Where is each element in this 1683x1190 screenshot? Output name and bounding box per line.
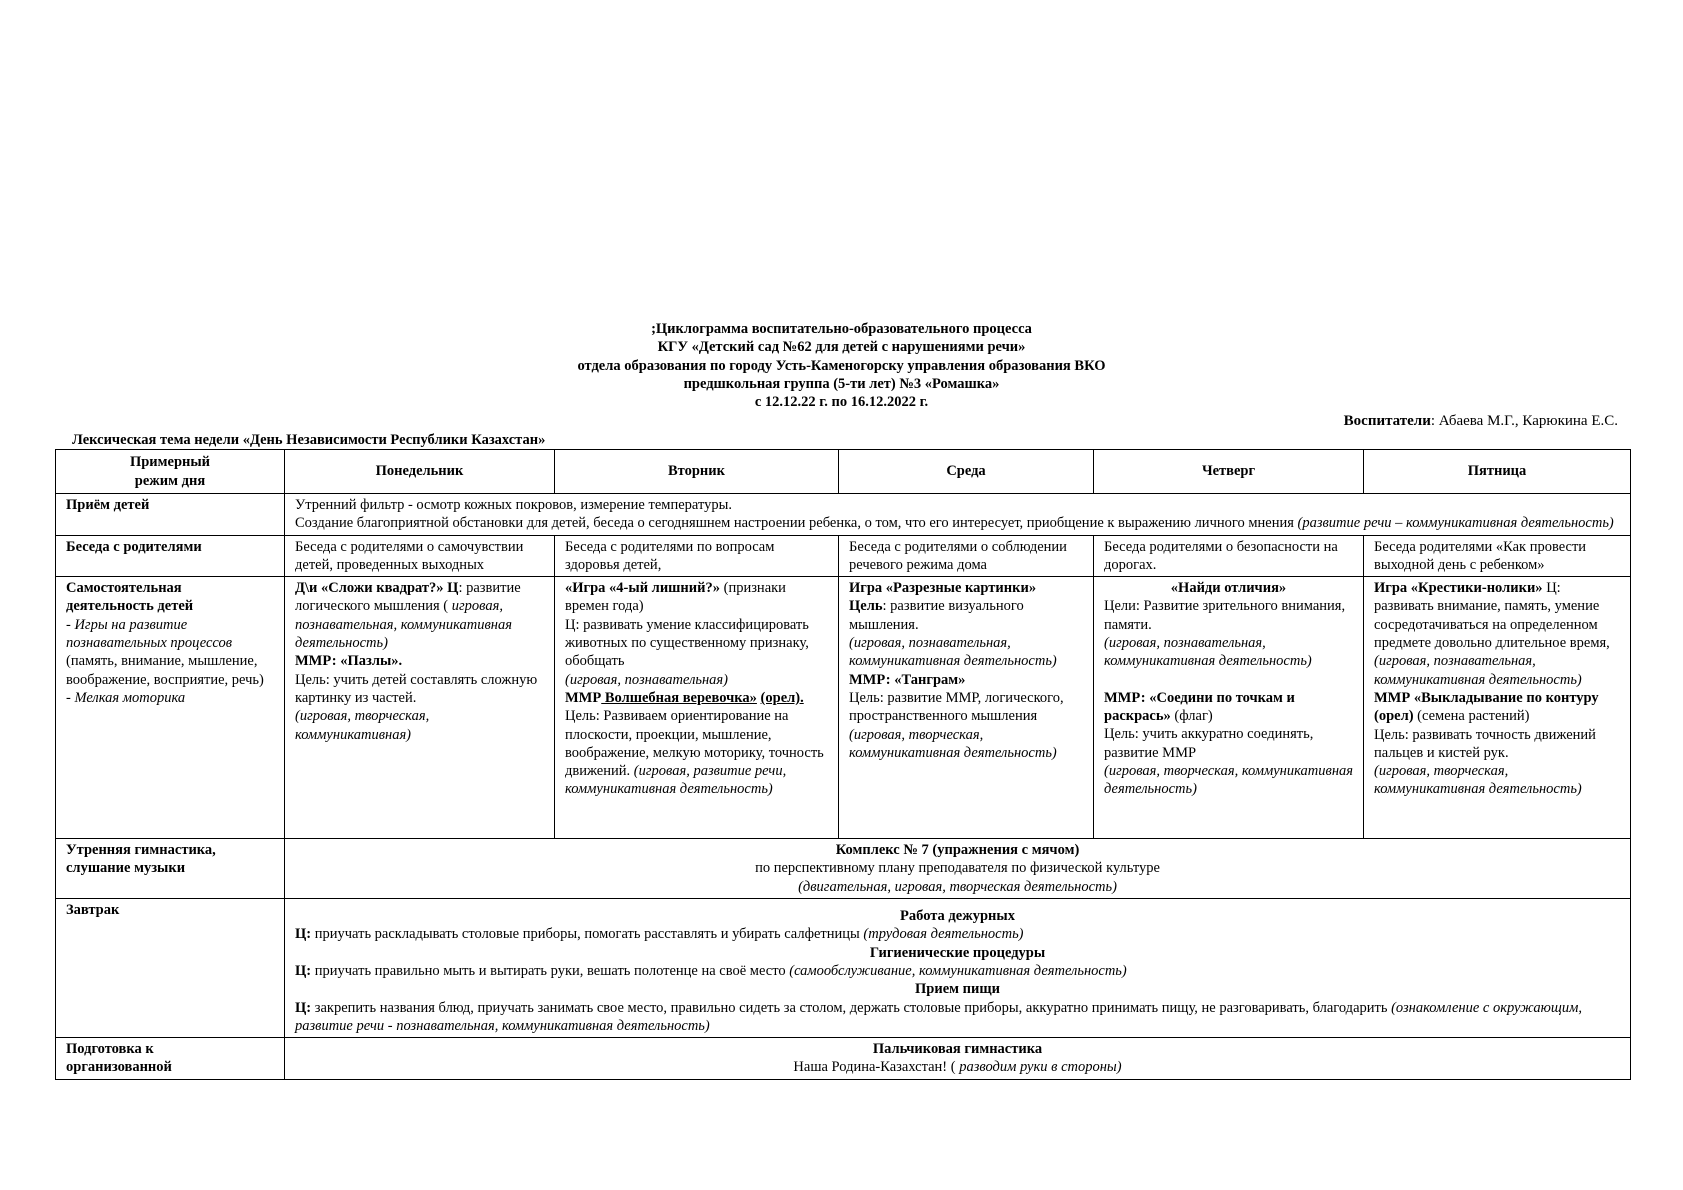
parents-wed: Беседа с родителями о соблюдении речевого режима дома <box>839 535 1094 577</box>
header-friday: Пятница <box>1364 450 1631 494</box>
row-label-breakfast: Завтрак <box>56 899 285 1038</box>
teachers-label: Воспитатели <box>1343 413 1431 429</box>
table-row <box>56 1038 1631 1080</box>
week-theme: Лексическая тема недели «День Независимости Республики Казахстан» <box>72 432 546 448</box>
gymnastics-cell: Комплекс № 7 (упражнения с мячом) по перспективному плану преподавателя по физической культуре (двигательная, игровая, творческая деятельность) <box>285 839 1631 899</box>
table-row <box>56 839 1631 899</box>
parents-thu: Беседа родителями о безопасности на дорогах. <box>1094 535 1364 577</box>
table-row <box>56 535 1631 577</box>
table-row <box>56 899 1631 1038</box>
table-row <box>56 577 1631 839</box>
independent-tue: «Игра «4-ый лишний?» (признаки времен года) Ц: развивать умение классифицировать животных по существенному признаку, обобщать (игровая, познавательная) ММР Волшебная веревочка» (орел). Цель: Развиваем ориентирование на плоскости, проекции, мышление, воображение, мелкую моторику, точность движений. (игровая, развитие речи, коммуникативная деятельность) <box>555 577 839 839</box>
reception-cell: Утренний фильтр - осмотр кожных покровов, измерение температуры. Создание благоприятной обстановки для детей, беседа о сегодняшнем настроении ребенка, о том, что его интересует, приобщение к выражению личного мнения (развитие речи – коммуникативная деятельность) <box>285 494 1631 536</box>
title-line-1: ;Циклограмма воспитательно-образовательного процесса <box>651 321 1032 337</box>
parents-mon: Беседа с родителями о самочувствии детей, проведенных выходных <box>285 535 555 577</box>
teachers-line <box>1344 413 1618 430</box>
title-line-3: отдела образования по городу Усть-Каменогорску управления образования ВКО <box>577 357 1106 374</box>
independent-mon: Д\и «Сложи квадрат?» Ц: развитие логического мышления ( игровая, познавательная, коммуникативная деятельность) ММР: «Пазлы». Цель: учить детей составлять сложную картинку из частей. (игровая, творческая, коммуникативная) <box>285 577 555 839</box>
table-header-row <box>56 450 1631 494</box>
row-label-independent: Самостоятельная деятельность детей - Игры на развитие познавательных процессов (память, внимание, мышление, воображение, восприятие, речь) - Мелкая моторика <box>56 577 285 839</box>
independent-thu: «Найди отличия» Цели: Развитие зрительного внимания, памяти. (игровая, познавательная, коммуникативная деятельность) ММР: «Соедини по точкам и раскрась» (флаг) Цель: учить аккуратно соединять, развитие ММР (игровая, творческая, коммуникативная деятельность) <box>1094 577 1364 839</box>
parents-fri: Беседа родителями «Как провести выходной день с ребенком» <box>1364 535 1631 577</box>
parents-tue: Беседа с родителями по вопросам здоровья детей, <box>555 535 839 577</box>
breakfast-cell: Работа дежурных Ц: приучать раскладывать столовые приборы, помогать расставлять и убирать салфетницы (трудовая деятельность) Гигиенические процедуры Ц: приучать правильно мыть и вытирать руки, вешать полотенце на своё место (самообслуживание, коммуникативная деятельность) Прием пищи Ц: закрепить названия блюд, приучать занимать свое место, правильно сидеть за столом, держать столовые приборы, аккуратно принимать пищу, не разговаривать, благодарить (ознакомление с окружающим, развитие речи - познавательная, коммуникативная деятельность) <box>285 899 1631 1038</box>
preparation-cell: Пальчиковая гимнастика Наша Родина-Казахстан! ( разводим руки в стороны) <box>285 1038 1631 1080</box>
row-label-preparation: Подготовка к организованной <box>56 1038 285 1080</box>
title-line-5: с 12.12.22 г. по 16.12.2022 г. <box>754 394 929 411</box>
independent-fri: Игра «Крестики-нолики» Ц: развивать внимание, память, умение сосредотачиваться на определенном предмете довольно длительное время, (игровая, познавательная, коммуникативная деятельность) ММР «Выкладывание по контуру (орел) (семена растений) Цель: развивать точность движений пальцев и кистей рук. (игровая, творческая, коммуникативная деятельность) <box>1364 577 1631 839</box>
header-thursday: Четверг <box>1094 450 1364 494</box>
header-wednesday: Среда <box>839 450 1094 494</box>
teachers-names: : Абаева М.Г., Карюкина Е.С. <box>1430 413 1618 429</box>
schedule-table <box>55 449 1631 1080</box>
document-title <box>0 320 1683 411</box>
title-line-4: предшкольная группа (5-ти лет) №3 «Ромашка» <box>683 375 1000 392</box>
header-regime: Примерный режим дня <box>56 450 285 494</box>
independent-wed: Игра «Разрезные картинки» Цель: развитие визуального мышления. (игровая, познавательная, коммуникативная деятельность) ММР: «Танграм» Цель: развитие ММР, логического, пространственного мышления (игровая, творческая, коммуникативная деятельность) <box>839 577 1094 839</box>
header-monday: Понедельник <box>285 450 555 494</box>
row-label-parents: Беседа с родителями <box>56 535 285 577</box>
table-row <box>56 494 1631 536</box>
header-tuesday: Вторник <box>555 450 839 494</box>
row-label-reception: Приём детей <box>56 494 285 536</box>
title-line-2: КГУ «Детский сад №62 для детей с нарушениями речи» <box>657 339 1026 356</box>
row-label-gymnastics: Утренняя гимнастика, слушание музыки <box>56 839 285 899</box>
